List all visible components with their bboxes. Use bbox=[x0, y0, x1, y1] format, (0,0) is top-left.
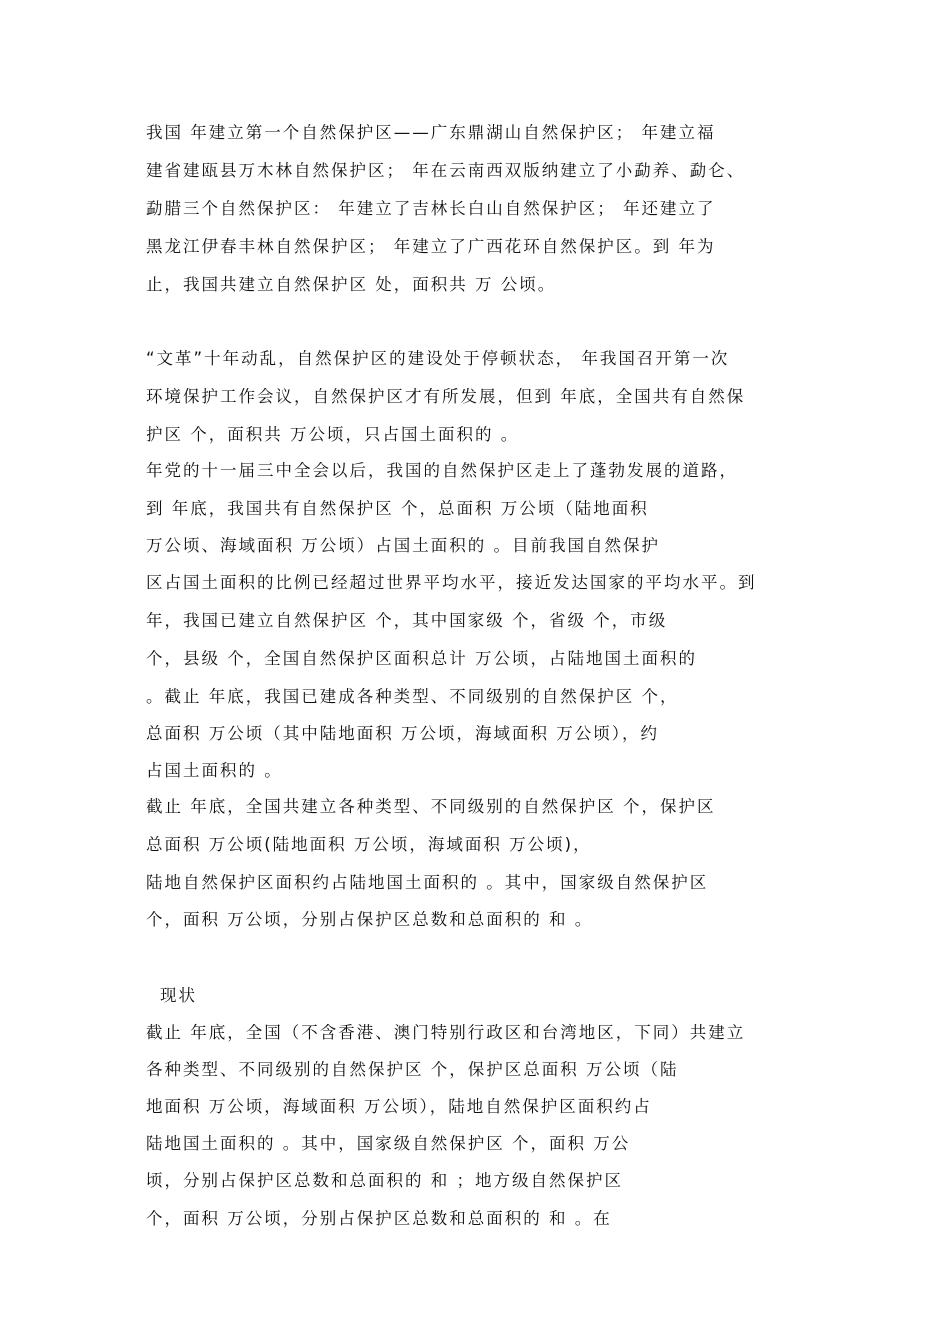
paragraph-3-line-3: 万公顷、海域面积 万公顷）占国土面积的 。目前我国自然保护 bbox=[146, 536, 660, 555]
paragraph-2-line-3: 护区 个，面积共 万公顷，只占国土面积的 。 bbox=[146, 425, 520, 444]
paragraph-3-line-2: 到 年底，我国共有自然保护区 个，总面积 万公顷（陆地面积 bbox=[146, 499, 649, 518]
paragraph-3-line-1: 年党的十一届三中全会以后，我国的自然保护区走上了蓬勃发展的道路， bbox=[146, 461, 738, 480]
paragraph-4-line-1: 截止 年底，全国共建立各种类型、不同级别的自然保护区 个，保护区 bbox=[146, 797, 716, 816]
paragraph-1-line-3: 勐腊三个自然保护区： 年建立了吉林长白山自然保护区； 年还建立了 bbox=[146, 199, 716, 218]
paragraph-3-line-6: 个，县级 个，全国自然保护区面积总计 万公顷，占陆地国土面积的 bbox=[146, 649, 697, 668]
paragraph-5-line-3: 地面积 万公顷，海域面积 万公顷），陆地自然保护区面积约占 bbox=[146, 1097, 652, 1116]
paragraph-1-line-5: 止，我国共建立自然保护区 处，面积共 万 公顷。 bbox=[146, 275, 557, 294]
paragraph-4-line-2: 总面积 万公顷(陆地面积 万公顷，海域面积 万公顷)， bbox=[146, 835, 592, 854]
paragraph-5-line-5: 顷，分别占保护区总数和总面积的 和 ；地方级自然保护区 bbox=[146, 1171, 623, 1190]
section-heading: 现状 bbox=[160, 986, 197, 1005]
paragraph-4-line-4: 个，面积 万公顷，分别占保护区总数和总面积的 和 。 bbox=[146, 910, 594, 929]
paragraph-5-line-4: 陆地国土面积的 。其中，国家级自然保护区 个，面积 万公 bbox=[146, 1134, 631, 1153]
paragraph-1-line-4: 黑龙江伊春丰林自然保护区； 年建立了广西花环自然保护区。到 年为 bbox=[146, 237, 716, 256]
paragraph-3-line-4: 区占国土面积的比例已经超过世界平均水平，接近发达国家的平均水平。到 bbox=[146, 573, 757, 592]
paragraph-4-line-3: 陆地自然保护区面积约占陆地国土面积的 。其中，国家级自然保护区 bbox=[146, 873, 709, 892]
paragraph-1-line-2: 建省建瓯县万木林自然保护区； 年在云南西双版纳建立了小勐养、勐仑、 bbox=[146, 161, 746, 180]
paragraph-3-line-7: 。截止 年底，我国已建成各种类型、不同级别的自然保护区 个， bbox=[146, 687, 679, 706]
paragraph-5-line-6: 个，面积 万公顷，分别占保护区总数和总面积的 和 。在 bbox=[146, 1209, 612, 1228]
paragraph-1-line-1: 我国 年建立第一个自然保护区——广东鼎湖山自然保护区； 年建立福 bbox=[146, 123, 716, 142]
paragraph-3-line-9: 占国土面积的 。 bbox=[146, 761, 283, 780]
paragraph-5-line-1: 截止 年底，全国（不含香港、澳门特别行政区和台湾地区，下同）共建立 bbox=[146, 1023, 746, 1042]
paragraph-5-line-2: 各种类型、不同级别的自然保护区 个，保护区总面积 万公顷（陆 bbox=[146, 1060, 679, 1079]
paragraph-3-line-5: 年，我国已建立自然保护区 个，其中国家级 个，省级 个，市级 bbox=[146, 611, 668, 630]
paragraph-2-line-1: “文革”十年动乱，自然保护区的建设处于停顿状态， 年我国召开第一次 bbox=[146, 349, 730, 368]
paragraph-2-line-2: 环境保护工作会议，自然保护区才有所发展，但到 年底，全国共有自然保 bbox=[146, 387, 746, 406]
paragraph-3-line-8: 总面积 万公顷（其中陆地面积 万公顷，海域面积 万公顷），约 bbox=[146, 724, 659, 743]
